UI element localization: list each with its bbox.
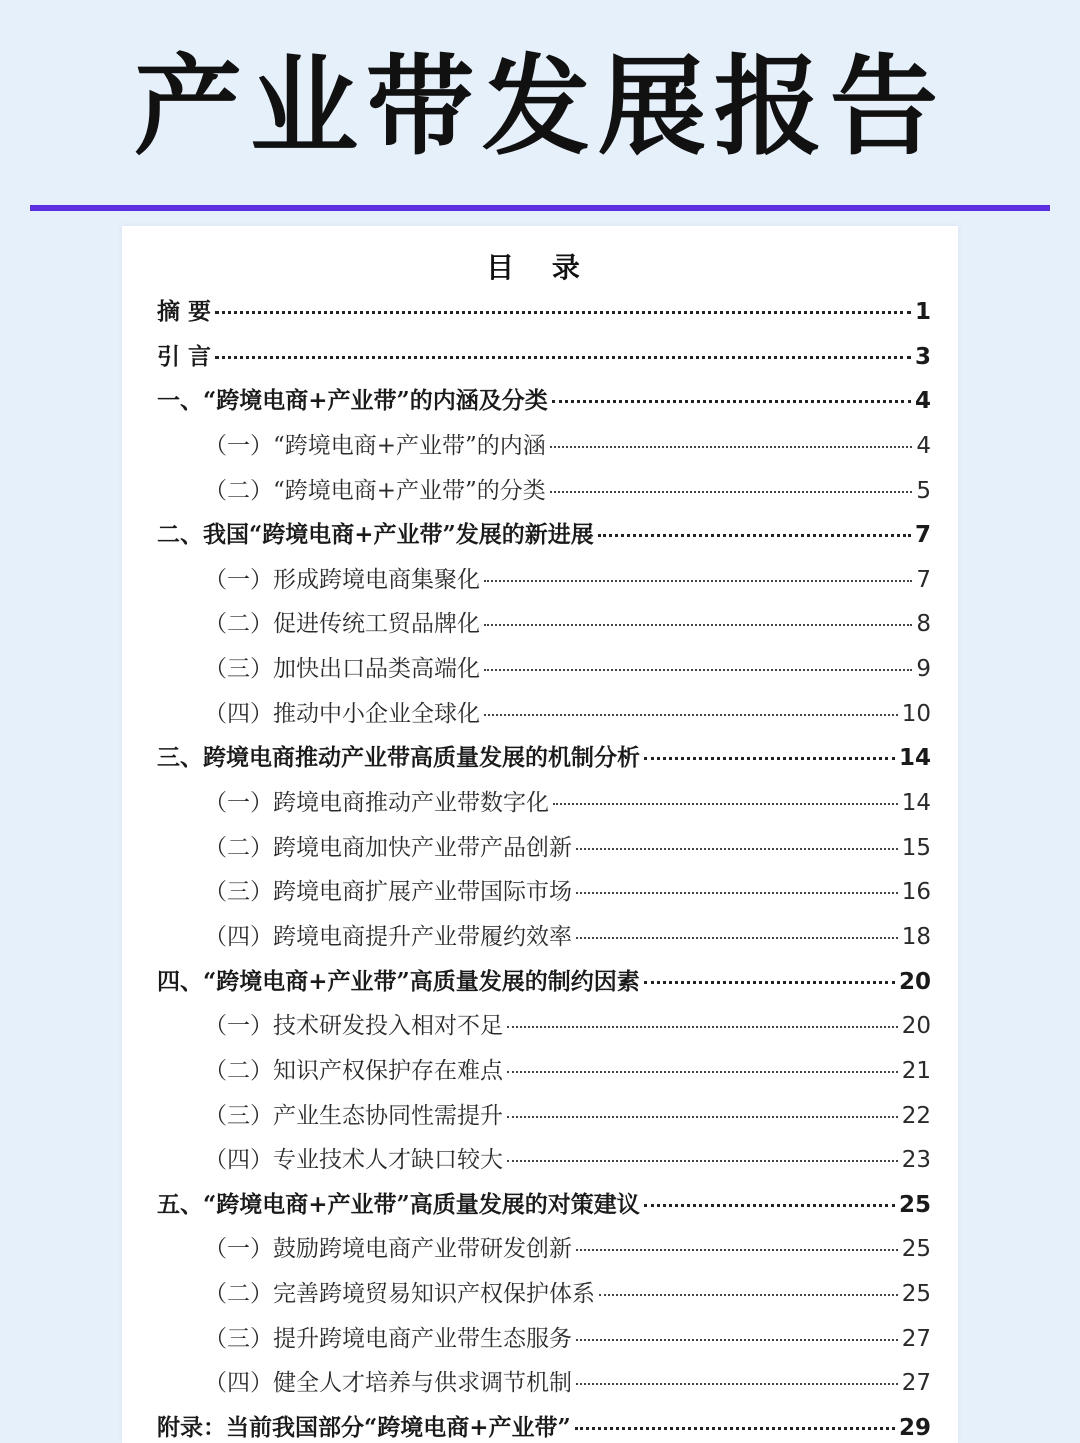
toc-entry-label: （一）“跨境电商+产业带”的内涵 [204, 432, 546, 459]
toc-entry-label: 三、跨境电商推动产业带高质量发展的机制分析 [157, 744, 640, 772]
toc-page-number: 21 [901, 1057, 931, 1084]
toc-section-entry[interactable] [157, 1406, 931, 1443]
toc-page-number: 25 [901, 1281, 931, 1308]
page-title: 产业带发展报告 [133, 45, 946, 170]
title-divider [30, 205, 1050, 211]
toc-page-number: 14 [898, 745, 931, 772]
toc-subsection-entry[interactable] [157, 781, 931, 826]
toc-subsection-entry[interactable] [157, 915, 931, 960]
table-of-contents [157, 290, 931, 1443]
toc-entry-label: （一）技术研发投入相对不足 [204, 1013, 503, 1040]
dot-leader [576, 937, 898, 939]
toc-page-number: 29 [898, 1415, 931, 1442]
dot-leader [215, 311, 911, 314]
dot-leader [644, 981, 895, 984]
dot-leader [484, 624, 912, 626]
toc-entry-label: （一）形成跨境电商集聚化 [204, 566, 480, 593]
toc-page-number: 1 [914, 299, 931, 325]
toc-page-number: 7 [916, 566, 931, 593]
toc-entry-label: 一、“跨境电商+产业带”的内涵及分类 [157, 387, 548, 415]
toc-subsection-entry[interactable] [157, 647, 931, 692]
dot-leader [644, 757, 895, 760]
toc-section-entry[interactable] [157, 736, 931, 781]
toc-entry-label: （四）推动中小企业全球化 [204, 700, 480, 727]
toc-page-number: 9 [916, 656, 931, 683]
toc-entry-label: （二）跨境电商加快产业带产品创新 [204, 834, 572, 861]
dot-leader [576, 892, 898, 894]
toc-entry-label: （四）健全人才培养与供求调节机制 [204, 1370, 572, 1397]
toc-entry-label: 四、“跨境电商+产业带”高质量发展的制约因素 [157, 967, 640, 995]
toc-subsection-entry[interactable] [157, 1317, 931, 1362]
dot-leader [576, 1339, 898, 1341]
toc-section-entry[interactable] [157, 290, 931, 335]
dot-leader [644, 1204, 895, 1207]
dot-leader [507, 1160, 898, 1162]
toc-section-entry[interactable] [157, 960, 931, 1005]
toc-page-number: 18 [901, 923, 931, 950]
toc-entry-label: （四）专业技术人才缺口较大 [204, 1147, 503, 1174]
toc-entry-label: （一）鼓励跨境电商产业带研发创新 [204, 1236, 572, 1263]
toc-subsection-entry[interactable] [157, 1004, 931, 1049]
toc-subsection-entry[interactable] [157, 826, 931, 871]
toc-section-entry[interactable] [157, 513, 931, 558]
dot-leader [215, 356, 911, 359]
toc-entry-label: （二）完善跨境贸易知识产权保护体系 [204, 1281, 595, 1308]
dot-leader [550, 446, 913, 448]
toc-subsection-entry[interactable] [157, 469, 931, 514]
toc-entry-label: （三）跨境电商扩展产业带国际市场 [204, 879, 572, 906]
dot-leader [484, 580, 912, 582]
toc-page-number: 22 [901, 1102, 931, 1129]
toc-page-number: 8 [916, 611, 931, 638]
toc-page-number: 20 [898, 968, 931, 995]
dot-leader [484, 669, 912, 671]
toc-entry-label: （一）跨境电商推动产业带数字化 [204, 790, 549, 817]
toc-page-number: 15 [901, 834, 931, 861]
toc-subsection-entry[interactable] [157, 1138, 931, 1183]
dot-leader [484, 714, 898, 716]
toc-page-number: 14 [901, 790, 931, 817]
toc-entry-label: 附录：当前我国部分“跨境电商+产业带” [157, 1414, 571, 1442]
toc-heading: 目 录 [486, 251, 594, 284]
toc-section-entry[interactable] [157, 379, 931, 424]
toc-subsection-entry[interactable] [157, 1361, 931, 1406]
toc-page-number: 4 [914, 388, 931, 415]
toc-page-number: 7 [914, 522, 931, 549]
toc-page-number: 23 [901, 1147, 931, 1174]
toc-subsection-entry[interactable] [157, 1272, 931, 1317]
toc-page-number: 27 [901, 1370, 931, 1397]
toc-subsection-entry[interactable] [157, 1227, 931, 1272]
toc-page-number: 25 [898, 1191, 931, 1218]
toc-entry-label: （二）“跨境电商+产业带”的分类 [204, 477, 546, 504]
toc-entry-label: （三）加快出口品类高端化 [204, 656, 480, 683]
dot-leader [576, 1383, 898, 1385]
toc-subsection-entry[interactable] [157, 870, 931, 915]
toc-page-number: 3 [914, 343, 931, 370]
toc-entry-label: 二、我国“跨境电商+产业带”发展的新进展 [157, 521, 594, 549]
toc-entry-label: （四）跨境电商提升产业带履约效率 [204, 923, 572, 950]
dot-leader [550, 491, 913, 493]
dot-leader [576, 848, 898, 850]
dot-leader [575, 1427, 895, 1430]
dot-leader [507, 1071, 898, 1073]
toc-entry-label: （二）知识产权保护存在难点 [204, 1057, 503, 1084]
toc-subsection-entry[interactable] [157, 1049, 931, 1094]
toc-page-number: 4 [916, 432, 931, 459]
toc-subsection-entry[interactable] [157, 602, 931, 647]
toc-entry-label: 引 言 [157, 342, 212, 370]
toc-page-number: 27 [901, 1325, 931, 1352]
dot-leader [507, 1116, 898, 1118]
toc-entry-label: （三）产业生态协同性需提升 [204, 1102, 503, 1129]
dot-leader [598, 534, 911, 537]
toc-entry-label: 摘 要 [157, 298, 212, 325]
toc-subsection-entry[interactable] [157, 692, 931, 737]
dot-leader [576, 1249, 898, 1251]
toc-page-number: 25 [901, 1236, 931, 1263]
dot-leader [552, 400, 911, 403]
toc-subsection-entry[interactable] [157, 424, 931, 469]
toc-page-number: 10 [901, 700, 931, 727]
toc-section-entry[interactable] [157, 335, 931, 380]
dot-leader [507, 1026, 898, 1028]
toc-page-number: 16 [901, 879, 931, 906]
toc-subsection-entry[interactable] [157, 1094, 931, 1139]
toc-entry-label: 五、“跨境电商+产业带”高质量发展的对策建议 [157, 1190, 640, 1218]
toc-entry-label: （三）提升跨境电商产业带生态服务 [204, 1325, 572, 1352]
dot-leader [599, 1294, 898, 1296]
toc-entry-label: （二）促进传统工贸品牌化 [204, 611, 480, 638]
dot-leader [553, 803, 898, 805]
toc-page-number: 5 [916, 477, 931, 504]
toc-subsection-entry[interactable] [157, 558, 931, 603]
toc-page-number: 20 [901, 1013, 931, 1040]
toc-section-entry[interactable] [157, 1183, 931, 1228]
